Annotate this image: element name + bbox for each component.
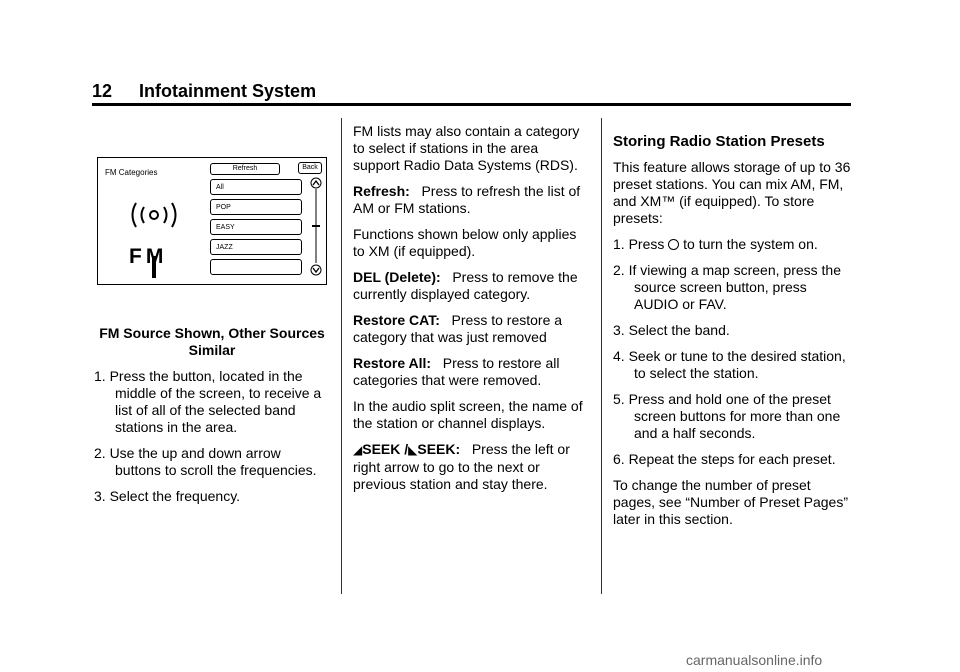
restore-cat-term: Restore CAT: bbox=[353, 312, 440, 328]
header-rule bbox=[92, 103, 851, 106]
seek-description: Press the left or right arrow to go to the next or previous station and stay there. bbox=[353, 441, 570, 492]
seek-left-arrow-icon: ◣ bbox=[408, 443, 418, 457]
screen-title: FM Categories bbox=[105, 168, 158, 177]
fm-logo-text: FM bbox=[129, 245, 168, 268]
presets-intro: This feature allows storage of up to 36 preset stations. You can mix AM, FM, and XM™ (if equipped). To store presets: bbox=[613, 159, 851, 226]
category-item-jazz[interactable]: JAZZ bbox=[210, 239, 302, 255]
column-divider-1 bbox=[341, 118, 342, 594]
column-3 bbox=[613, 123, 851, 537]
restore-cat-description: Press to restore a category that was just removed bbox=[353, 312, 563, 345]
list-item: 1. Press the button, located in the middle of the screen, to receive a list of all of the selected band stations in the area. bbox=[94, 368, 322, 435]
rds-paragraph: FM lists may also contain a category to select if stations in the area support Radio Data Systems (RDS). bbox=[353, 123, 580, 173]
section-heading: Storing Radio Station Presets bbox=[613, 133, 825, 150]
list-item: 5. Press and hold one of the preset screen buttons for more than one and a half seconds. bbox=[613, 391, 841, 441]
list-item: 1. Press to turn the system on. bbox=[613, 236, 818, 252]
seek-paragraph bbox=[353, 441, 588, 493]
refresh-description: Press to refresh the list of AM or FM stations. bbox=[353, 183, 581, 216]
presets-outro: To change the number of preset pages, see “Number of Preset Pages” later in this section. bbox=[613, 477, 849, 527]
refresh-paragraph bbox=[353, 183, 588, 217]
steps-list-3 bbox=[613, 236, 851, 468]
back-button[interactable]: Back bbox=[298, 162, 322, 174]
delete-description: Press to remove the currently displayed category. bbox=[353, 269, 578, 302]
list-item: 4. Seek or tune to the desired station, to select the station. bbox=[613, 348, 846, 381]
seek-right-arrow-icon: ◢ bbox=[353, 443, 363, 457]
split-screen-paragraph: In the audio split screen, the name of the station or channel displays. bbox=[353, 398, 583, 431]
delete-paragraph bbox=[353, 269, 588, 303]
list-item: 3. Select the band. bbox=[613, 322, 730, 338]
restore-all-paragraph bbox=[353, 355, 588, 389]
section-title: Infotainment System bbox=[139, 81, 317, 101]
column-divider-2 bbox=[601, 118, 602, 594]
seek-term-2: SEEK: bbox=[417, 441, 461, 457]
category-item-all[interactable]: All bbox=[210, 179, 302, 195]
category-item-easy[interactable]: EASY bbox=[210, 219, 302, 235]
column-2 bbox=[353, 123, 588, 502]
functions-note: Functions shown below only applies to XM (if equipped). bbox=[353, 226, 577, 259]
page-number: 12 bbox=[92, 81, 113, 101]
refresh-term: Refresh: bbox=[353, 183, 410, 199]
list-item: 6. Repeat the steps for each preset. bbox=[613, 451, 836, 467]
seek-term-1: SEEK / bbox=[362, 441, 409, 457]
category-item-pop[interactable]: POP bbox=[210, 199, 302, 215]
column-1 bbox=[94, 123, 330, 514]
fm-categories-screen-figure bbox=[97, 157, 327, 285]
list-item: 3. Select the frequency. bbox=[94, 488, 241, 504]
restore-all-description: Press to restore all categories that were removed. bbox=[353, 355, 560, 388]
power-icon bbox=[668, 239, 679, 250]
page-header bbox=[92, 81, 316, 102]
list-item: 2. If viewing a map screen, press the source screen button, press AUDIO or FAV. bbox=[613, 262, 841, 312]
list-item: 2. Use the up and down arrow buttons to scroll the frequencies. bbox=[94, 445, 317, 478]
figure-caption: FM Source Shown, Other Sources Similar bbox=[99, 325, 325, 358]
delete-term: DEL (Delete): bbox=[353, 269, 441, 285]
restore-cat-paragraph bbox=[353, 312, 588, 346]
refresh-button[interactable]: Refresh bbox=[210, 163, 280, 175]
restore-all-term: Restore All: bbox=[353, 355, 432, 371]
watermark: carmanualsonline.info bbox=[686, 652, 823, 668]
steps-list-1 bbox=[94, 368, 330, 505]
